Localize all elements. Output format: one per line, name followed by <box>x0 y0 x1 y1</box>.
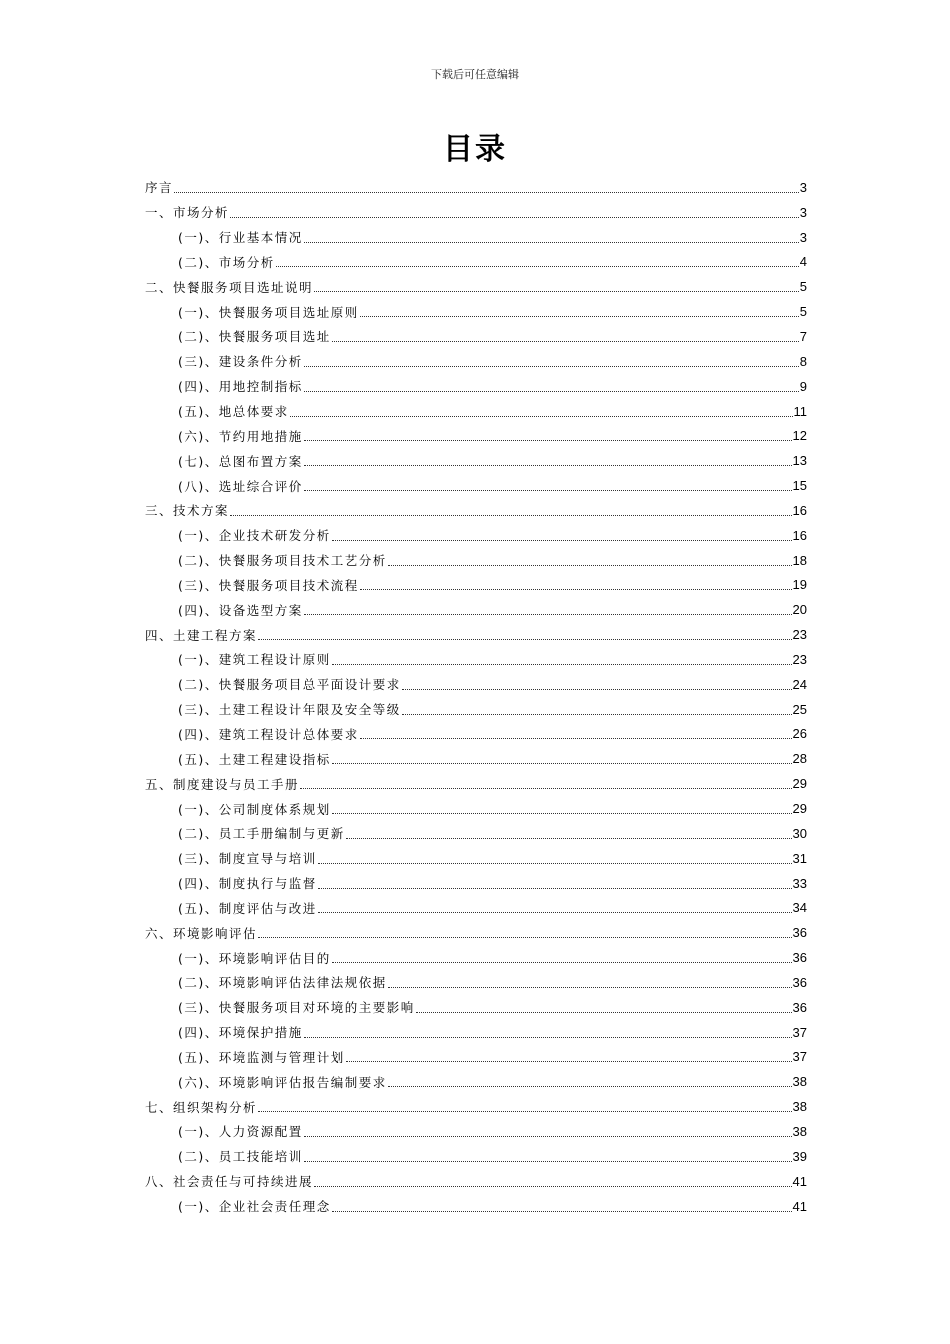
page-header: 下载后可任意编辑 <box>431 68 519 81</box>
toc-entry-label: (一)、企业技术研发分析 <box>178 528 331 544</box>
toc-entry-page: 29 <box>792 776 807 792</box>
toc-entry[interactable] <box>145 1045 807 1070</box>
toc-dot-leader <box>388 565 792 566</box>
toc-entry-page: 13 <box>792 453 807 469</box>
toc-entry-label: (四)、设备选型方案 <box>178 602 303 618</box>
toc-entry[interactable] <box>145 945 807 970</box>
toc-entry-page: 15 <box>792 478 807 494</box>
toc-entry[interactable] <box>145 672 807 697</box>
toc-entry-page: 3 <box>799 204 807 220</box>
toc-entry-page: 4 <box>799 254 807 270</box>
toc-entry[interactable] <box>145 1069 807 1094</box>
toc-dot-leader <box>360 738 792 739</box>
toc-entry[interactable] <box>145 498 807 523</box>
toc-entry-label: (五)、制度评估与改进 <box>178 900 317 916</box>
toc-dot-leader <box>290 416 793 417</box>
toc-dot-leader <box>388 987 792 988</box>
toc-entry-label: (五)、土建工程建设指标 <box>178 751 331 767</box>
toc-dot-leader <box>388 1086 792 1087</box>
toc-entry-label: (一)、行业基本情况 <box>178 230 303 246</box>
toc-entry-page: 30 <box>792 825 807 841</box>
toc-entry-page: 5 <box>799 304 807 320</box>
toc-dot-leader <box>304 440 792 441</box>
toc-entry-page: 12 <box>792 428 807 444</box>
toc-dot-leader <box>304 614 792 615</box>
toc-dot-leader <box>304 1161 792 1162</box>
toc-entry-label: (一)、环境影响评估目的 <box>178 950 331 966</box>
toc-entry-label: (三)、快餐服务项目对环境的主要影响 <box>178 1000 415 1016</box>
toc-entry-label: (一)、公司制度体系规划 <box>178 801 331 817</box>
toc-entry[interactable] <box>145 349 807 374</box>
table-of-contents <box>145 175 807 1218</box>
toc-dot-leader <box>332 540 792 541</box>
toc-entry-label: (二)、环境影响评估法律法规依据 <box>178 975 387 991</box>
toc-entry-label: 六、环境影响评估 <box>145 925 258 941</box>
toc-entry-label: (八)、选址综合评价 <box>178 478 303 494</box>
toc-dot-leader <box>346 1061 792 1062</box>
toc-dot-leader <box>258 937 792 938</box>
toc-dot-leader <box>258 639 792 640</box>
toc-dot-leader <box>346 838 792 839</box>
toc-dot-leader <box>360 589 792 590</box>
toc-entry-page: 23 <box>792 651 807 667</box>
toc-dot-leader <box>332 813 792 814</box>
toc-entry-label: (一)、建筑工程设计原则 <box>178 652 331 668</box>
toc-entry-label: (一)、快餐服务项目选址原则 <box>178 304 359 320</box>
toc-entry-page: 5 <box>799 279 807 295</box>
toc-entry-label: (四)、建筑工程设计总体要求 <box>178 726 359 742</box>
toc-entry-page: 38 <box>792 1123 807 1139</box>
toc-entry-label: 八、社会责任与可持续进展 <box>145 1174 314 1190</box>
toc-entry-page: 36 <box>792 925 807 941</box>
toc-entry[interactable] <box>145 1169 807 1194</box>
toc-dot-leader <box>304 1037 792 1038</box>
toc-dot-leader <box>318 863 792 864</box>
toc-entry[interactable] <box>145 1119 807 1144</box>
toc-entry-page: 26 <box>792 726 807 742</box>
toc-entry-page: 39 <box>792 1148 807 1164</box>
toc-entry-label: (二)、快餐服务项目选址 <box>178 329 331 345</box>
toc-entry-label: (三)、建设条件分析 <box>178 354 303 370</box>
toc-dot-leader <box>314 291 799 292</box>
toc-entry-label: (五)、环境监测与管理计划 <box>178 1049 345 1065</box>
toc-entry-page: 7 <box>799 328 807 344</box>
toc-entry-label: (二)、快餐服务项目总平面设计要求 <box>178 677 401 693</box>
toc-entry-page: 9 <box>799 378 807 394</box>
toc-entry[interactable] <box>145 200 807 225</box>
toc-entry[interactable] <box>145 895 807 920</box>
toc-dot-leader <box>304 366 799 367</box>
toc-entry[interactable] <box>145 871 807 896</box>
toc-entry-label: (二)、员工技能培训 <box>178 1149 303 1165</box>
toc-dot-leader <box>314 1186 792 1187</box>
toc-entry-label: (四)、环境保护措施 <box>178 1025 303 1041</box>
toc-entry[interactable] <box>145 324 807 349</box>
toc-entry[interactable] <box>145 299 807 324</box>
toc-entry-page: 3 <box>799 179 807 195</box>
toc-entry-page: 36 <box>792 950 807 966</box>
toc-entry-label: 三、技术方案 <box>145 503 230 519</box>
toc-entry-page: 34 <box>792 900 807 916</box>
toc-entry-label: (三)、快餐服务项目技术流程 <box>178 577 359 593</box>
toc-entry-page: 8 <box>799 353 807 369</box>
toc-entry-page: 25 <box>792 701 807 717</box>
toc-entry[interactable] <box>145 647 807 672</box>
toc-dot-leader <box>318 888 792 889</box>
toc-entry-label: 一、市场分析 <box>145 205 230 221</box>
toc-entry[interactable] <box>145 399 807 424</box>
toc-dot-leader <box>276 266 799 267</box>
toc-entry-page: 16 <box>792 502 807 518</box>
toc-dot-leader <box>258 1111 792 1112</box>
toc-entry-page: 3 <box>799 229 807 245</box>
toc-entry-label: (四)、制度执行与监督 <box>178 876 317 892</box>
toc-entry-page: 24 <box>792 676 807 692</box>
toc-entry[interactable] <box>145 970 807 995</box>
toc-entry[interactable] <box>145 523 807 548</box>
toc-entry-label: (六)、环境影响评估报告编制要求 <box>178 1074 387 1090</box>
toc-entry[interactable] <box>145 1194 807 1219</box>
toc-entry[interactable] <box>145 448 807 473</box>
toc-entry-label: 序言 <box>145 180 174 196</box>
toc-entry[interactable] <box>145 796 807 821</box>
toc-entry-page: 18 <box>792 552 807 568</box>
toc-dot-leader <box>300 788 792 789</box>
toc-entry-label: (六)、节约用地措施 <box>178 428 303 444</box>
toc-title: 目录 <box>443 132 507 167</box>
toc-entry[interactable] <box>145 1144 807 1169</box>
toc-dot-leader <box>318 912 792 913</box>
toc-entry[interactable] <box>145 423 807 448</box>
toc-entry[interactable] <box>145 1020 807 1045</box>
toc-dot-leader <box>304 391 799 392</box>
toc-entry[interactable] <box>145 771 807 796</box>
toc-entry-label: 五、制度建设与员工手册 <box>145 776 300 792</box>
toc-dot-leader <box>332 763 792 764</box>
toc-entry-page: 38 <box>792 1099 807 1115</box>
toc-dot-leader <box>332 664 792 665</box>
toc-entry-label: (二)、快餐服务项目技术工艺分析 <box>178 553 387 569</box>
toc-dot-leader <box>304 242 799 243</box>
toc-entry-label: (二)、员工手册编制与更新 <box>178 826 345 842</box>
toc-entry-page: 28 <box>792 751 807 767</box>
toc-dot-leader <box>304 1136 792 1137</box>
toc-entry-page: 11 <box>793 403 807 419</box>
toc-entry[interactable] <box>145 548 807 573</box>
toc-entry[interactable] <box>145 622 807 647</box>
toc-entry-page: 36 <box>792 974 807 990</box>
toc-dot-leader <box>174 192 799 193</box>
toc-dot-leader <box>230 515 792 516</box>
toc-entry[interactable] <box>145 175 807 200</box>
toc-entry-page: 31 <box>792 850 807 866</box>
toc-entry[interactable] <box>145 573 807 598</box>
toc-entry-label: (二)、市场分析 <box>178 254 275 270</box>
toc-entry-label: (七)、总图布置方案 <box>178 453 303 469</box>
toc-entry-label: 二、快餐服务项目选址说明 <box>145 279 314 295</box>
toc-entry-label: (五)、地总体要求 <box>178 404 289 420</box>
toc-entry[interactable] <box>145 920 807 945</box>
toc-entry[interactable] <box>145 821 807 846</box>
toc-entry-page: 41 <box>792 1173 807 1189</box>
toc-dot-leader <box>304 465 792 466</box>
toc-entry[interactable] <box>145 995 807 1020</box>
toc-entry-page: 41 <box>792 1198 807 1214</box>
toc-entry-label: 七、组织架构分析 <box>145 1099 258 1115</box>
toc-entry-page: 37 <box>792 1049 807 1065</box>
toc-entry[interactable] <box>145 697 807 722</box>
toc-entry[interactable] <box>145 473 807 498</box>
toc-entry[interactable] <box>145 225 807 250</box>
toc-entry-page: 19 <box>792 577 807 593</box>
toc-entry[interactable] <box>145 597 807 622</box>
toc-entry-page: 29 <box>792 801 807 817</box>
toc-dot-leader <box>360 316 799 317</box>
toc-entry-page: 36 <box>792 999 807 1015</box>
toc-entry[interactable] <box>145 722 807 747</box>
toc-entry[interactable] <box>145 1094 807 1119</box>
toc-entry-page: 16 <box>792 527 807 543</box>
toc-dot-leader <box>402 689 792 690</box>
toc-dot-leader <box>332 341 799 342</box>
toc-entry-page: 23 <box>792 627 807 643</box>
toc-entry-label: (三)、制度宣导与培训 <box>178 851 317 867</box>
toc-entry-label: (三)、土建工程设计年限及安全等级 <box>178 702 401 718</box>
toc-dot-leader <box>304 490 792 491</box>
toc-dot-leader <box>402 714 792 715</box>
toc-entry-label: (一)、人力资源配置 <box>178 1124 303 1140</box>
toc-dot-leader <box>332 962 792 963</box>
toc-entry-page: 33 <box>792 875 807 891</box>
toc-entry[interactable] <box>145 746 807 771</box>
toc-entry[interactable] <box>145 274 807 299</box>
toc-entry[interactable] <box>145 374 807 399</box>
toc-dot-leader <box>332 1211 792 1212</box>
toc-entry-label: 四、土建工程方案 <box>145 627 258 643</box>
toc-entry[interactable] <box>145 846 807 871</box>
toc-dot-leader <box>416 1012 792 1013</box>
toc-entry-page: 20 <box>792 602 807 618</box>
toc-entry[interactable] <box>145 250 807 275</box>
toc-entry-label: (一)、企业社会责任理念 <box>178 1199 331 1215</box>
toc-entry-page: 37 <box>792 1024 807 1040</box>
toc-dot-leader <box>230 217 799 218</box>
toc-entry-page: 38 <box>792 1074 807 1090</box>
toc-entry-label: (四)、用地控制指标 <box>178 379 303 395</box>
